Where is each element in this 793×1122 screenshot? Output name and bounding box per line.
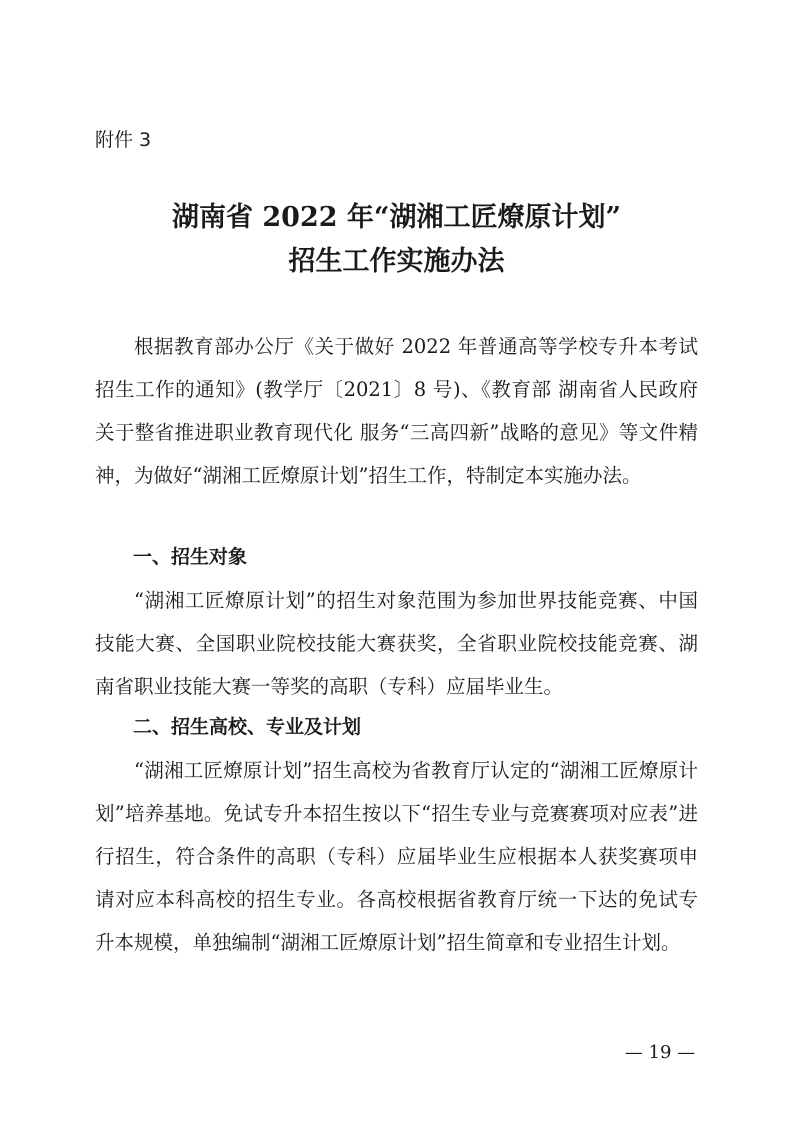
intro-paragraph: 根据教育部办公厅《关于做好 2022 年普通高等学校专升本考试招生工作的通知》(教学厅〔2021〕8 号)、《教育部 湖南省人民政府关于整省推进职业教育现代化 服务“三高四新”战略的意见》等文件精神，为做好“湖湘工匠燎原计划”招生工作，特制定本实施办法。: [95, 335, 698, 487]
section-2-paragraph: “湖湘工匠燎原计划”招生高校为省教育厅认定的“湖湘工匠燎原计划”培养基地。免试专升本招生按以下“招生专业与竞赛赛项对应表”进行招生，符合条件的高职（专科）应届毕业生应根据本人获奖赛项申请对应本科高校的招生专业。各高校根据省教育厅统一下达的免试专升本规模，单独编制“湖湘工匠燎原计划”招生简章和专业招生计划。: [95, 759, 698, 954]
section-1-paragraph: “湖湘工匠燎原计划”的招生对象范围为参加世界技能竞赛、中国技能大赛、全国职业院校技能大赛获奖，全省职业院校技能竞赛、湖南省职业技能大赛一等奖的高职（专科）应届毕业生。: [95, 589, 698, 698]
section-1-heading: 一、招生对象: [133, 546, 248, 568]
section-2-heading: 二、招生高校、专业及计划: [133, 716, 362, 738]
document-title-line-2: 招生工作实施办法: [288, 246, 505, 277]
document-title-line-1: 湖南省 2022 年“湖湘工匠燎原计划”: [171, 202, 621, 233]
page-number: — 19 —: [624, 1042, 696, 1063]
attachment-label: 附件 3: [95, 129, 152, 151]
